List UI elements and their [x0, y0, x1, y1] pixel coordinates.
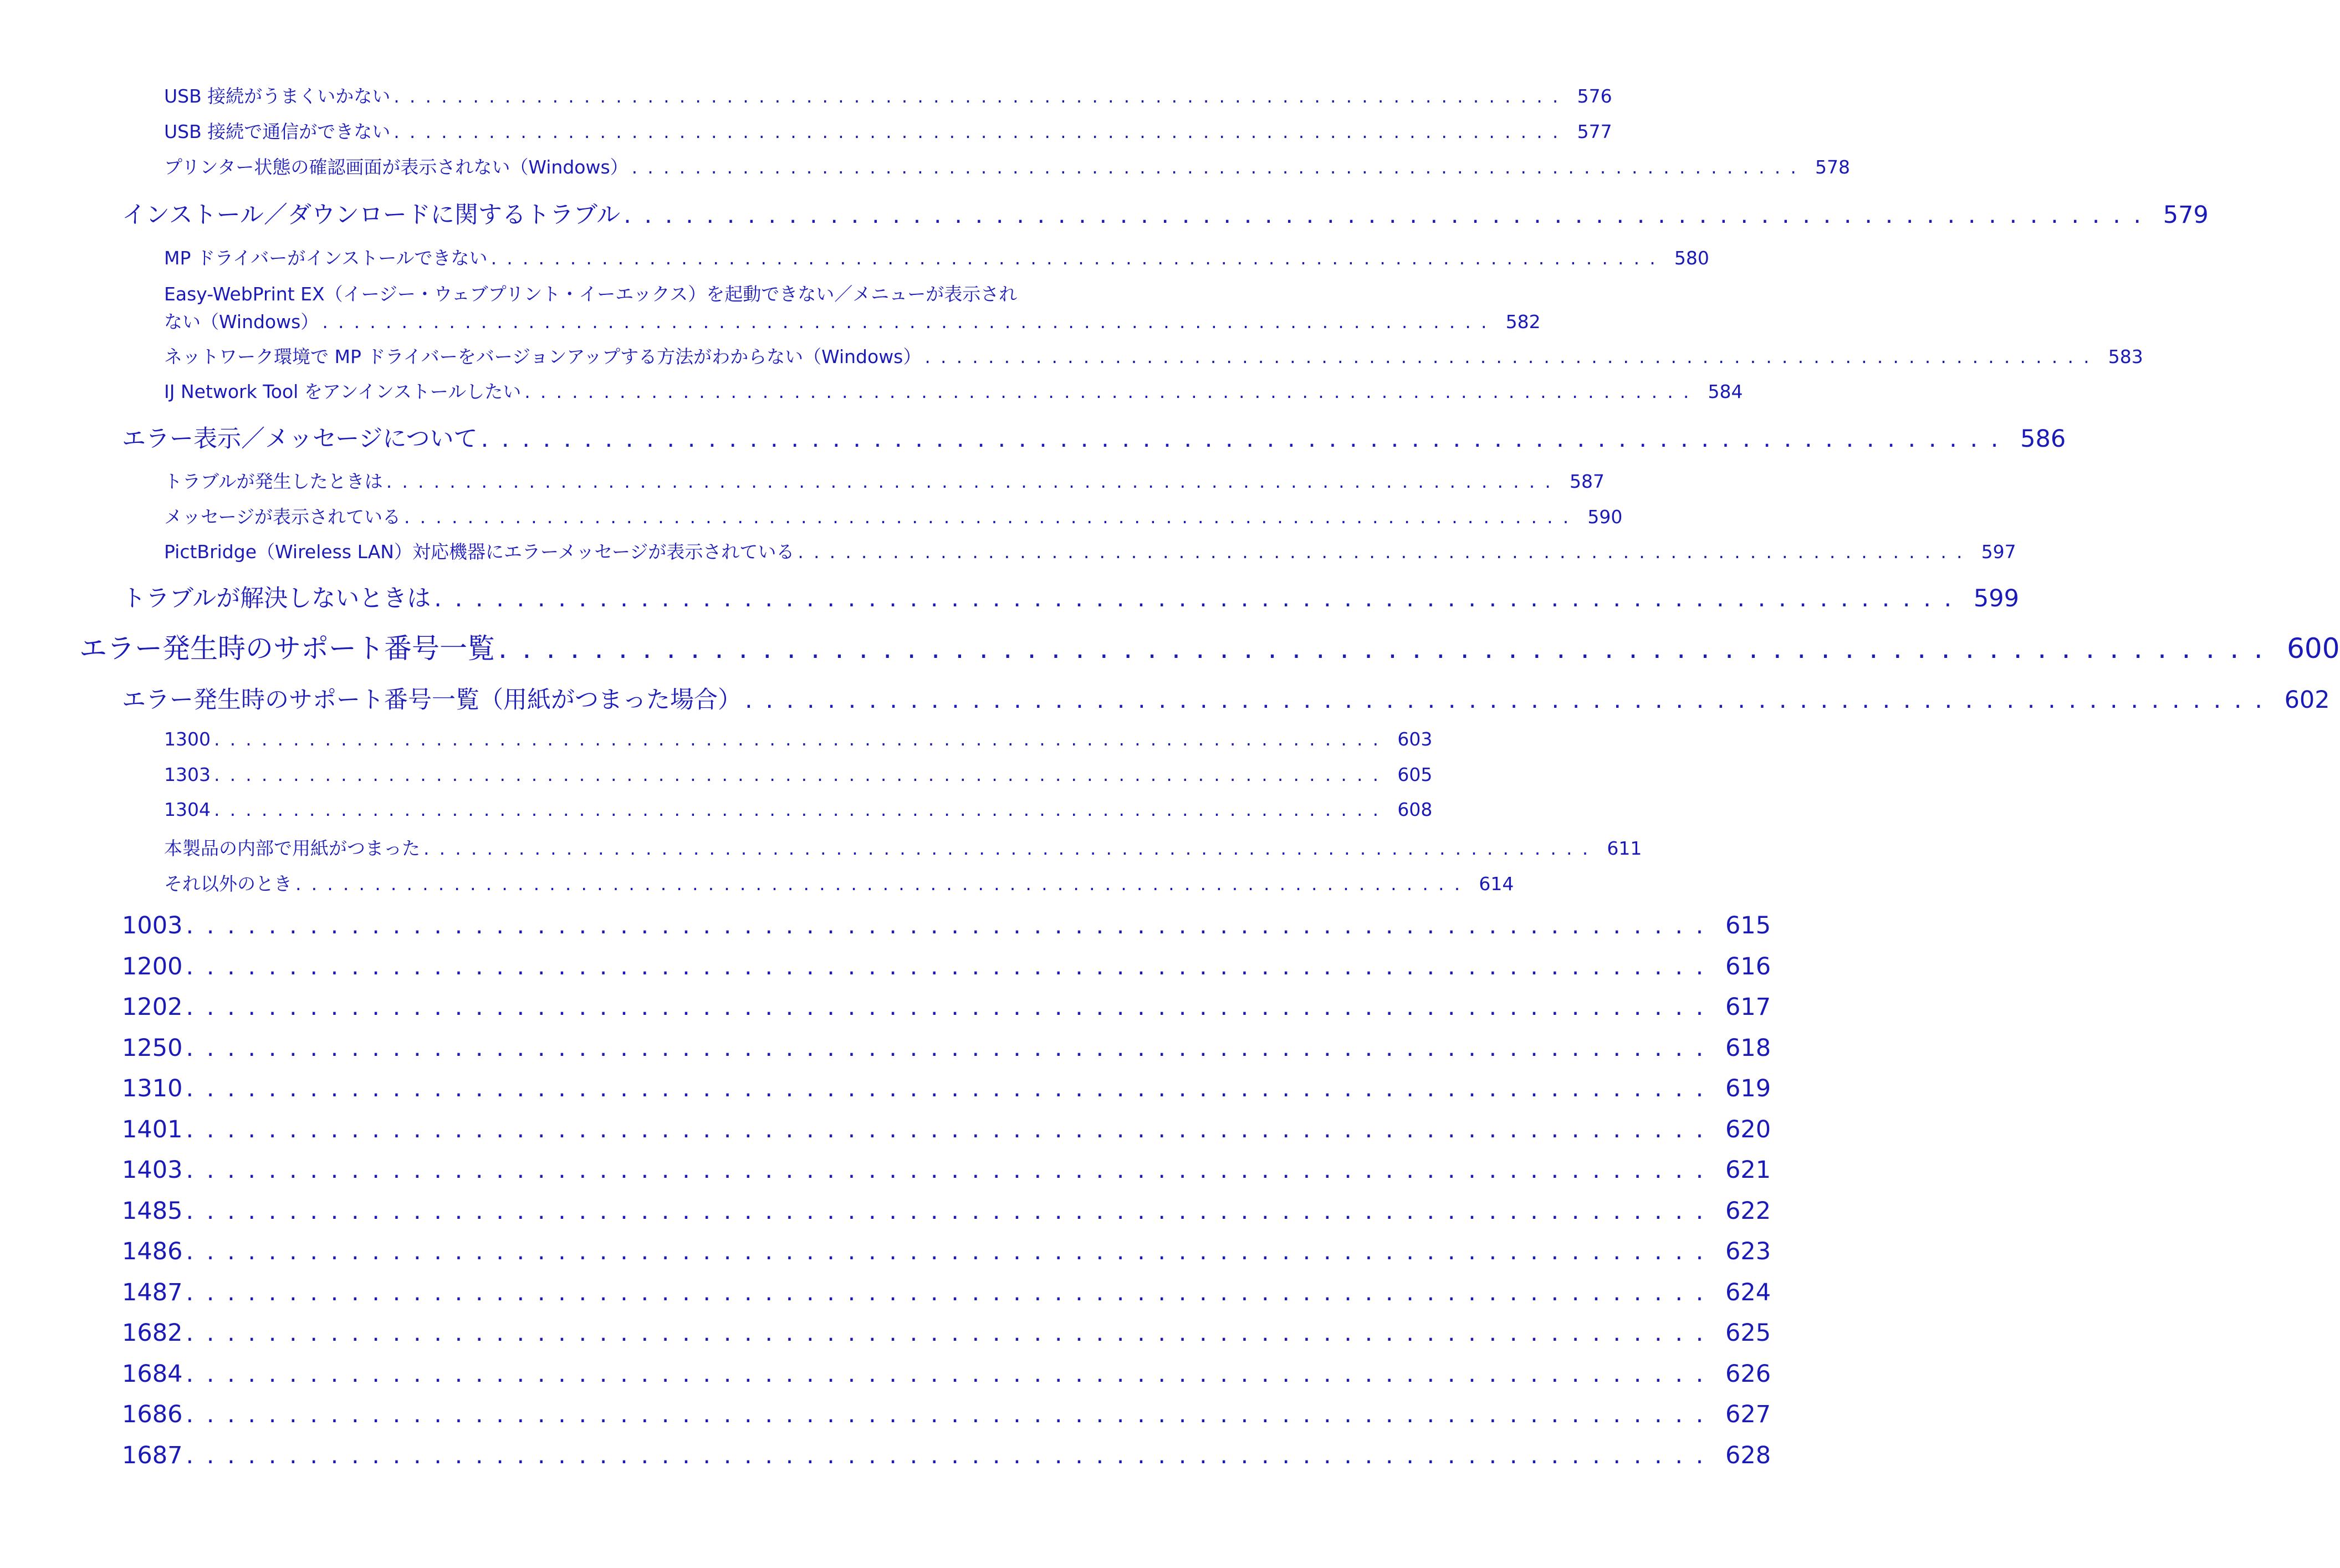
- dot-leader: ..........................................................................: [498, 632, 2278, 665]
- toc-entry-page: 602: [2284, 686, 2330, 714]
- toc-entry-page: 618: [1725, 1034, 1771, 1062]
- toc-entry-label: エラー表示／メッセージについて: [122, 425, 478, 453]
- toc-entry-page: 626: [1725, 1360, 1771, 1388]
- toc-entry-label: トラブルが解決しないときは: [122, 585, 431, 612]
- toc-entry-page: 614: [1479, 873, 1514, 895]
- toc-entry[interactable]: [164, 118, 1612, 144]
- toc-entry[interactable]: [164, 799, 1433, 820]
- toc-entry-page: 580: [1674, 247, 1709, 269]
- toc-entry[interactable]: [164, 834, 1642, 860]
- dot-leader: ..........................................................................: [624, 201, 2154, 229]
- dot-leader: ..........................................................................: [186, 993, 1717, 1021]
- toc-entry[interactable]: [122, 1360, 1771, 1388]
- toc-entry[interactable]: [164, 503, 1623, 529]
- dot-leader: ..........................................................................: [394, 121, 1568, 142]
- toc-entry-label: 1401: [122, 1116, 183, 1143]
- dot-leader: ..........................................................................: [386, 471, 1561, 492]
- toc-entry-label: MP ドライバーがインストールできない: [164, 247, 488, 269]
- toc-entry-page: 627: [1725, 1401, 1771, 1428]
- toc-entry-label: 1486: [122, 1238, 183, 1265]
- toc-entry-label: USB 接続がうまくいかない: [164, 85, 391, 107]
- dot-leader: ..........................................................................: [186, 912, 1717, 939]
- toc-entry[interactable]: [164, 308, 1541, 334]
- toc-entry-label: 1687: [122, 1442, 183, 1469]
- dot-leader: ..........................................................................: [481, 425, 2012, 453]
- toc-entry-label: トラブルが発生したときは: [164, 471, 383, 492]
- toc-entry-label: ない（Windows）: [164, 311, 319, 333]
- toc-entry-page: 616: [1725, 953, 1771, 980]
- toc-entry-page: 584: [1708, 381, 1743, 402]
- dot-leader: ..........................................................................: [745, 686, 2276, 714]
- toc-entry[interactable]: [122, 681, 2330, 715]
- toc-entry-label: 1200: [122, 953, 183, 980]
- toc-entry-page: 617: [1725, 993, 1771, 1021]
- dot-leader: ..........................................................................: [186, 953, 1717, 980]
- dot-leader: ..........................................................................: [434, 585, 1965, 612]
- dot-leader: ..........................................................................: [322, 311, 1497, 333]
- toc-entry-label: 1403: [122, 1156, 183, 1184]
- toc-entry-page: 605: [1397, 764, 1433, 785]
- toc-entry-page: 577: [1577, 121, 1612, 142]
- dot-leader: ..........................................................................: [631, 156, 1807, 178]
- toc-entry-page: 619: [1725, 1075, 1771, 1102]
- toc-entry-label: エラー発生時のサポート番号一覧: [79, 632, 495, 665]
- toc-entry-label: IJ Network Tool をアンインストールしたい: [164, 381, 522, 402]
- toc-entry-page: 624: [1725, 1279, 1771, 1306]
- toc-entry-label: 1487: [122, 1279, 183, 1306]
- toc-entry-page: 603: [1397, 728, 1433, 750]
- toc-entry-label: 1485: [122, 1197, 183, 1225]
- toc-entry-label: 1304: [164, 799, 211, 820]
- dot-leader: ..........................................................................: [186, 1238, 1717, 1265]
- dot-leader: ..........................................................................: [213, 799, 1389, 820]
- toc-entry[interactable]: [122, 993, 1771, 1021]
- toc-entry-page: 583: [2108, 346, 2143, 367]
- dot-leader: ..........................................................................: [186, 1279, 1717, 1306]
- dot-leader: ..........................................................................: [186, 1319, 1717, 1347]
- toc-entry[interactable]: [164, 244, 1709, 270]
- dot-leader: ..........................................................................: [295, 873, 1470, 895]
- dot-leader: ..........................................................................: [491, 247, 1665, 269]
- toc-entry[interactable]: [122, 1075, 1771, 1102]
- toc-entry-label: 1684: [122, 1360, 183, 1388]
- toc-entry-page: 622: [1725, 1197, 1771, 1225]
- toc-entry-page: 621: [1725, 1156, 1771, 1184]
- toc-entry[interactable]: [122, 1401, 1771, 1428]
- toc-entry[interactable]: [122, 1034, 1771, 1062]
- dot-leader: ..........................................................................: [186, 1197, 1717, 1225]
- toc-entry[interactable]: [164, 764, 1433, 785]
- toc-entry[interactable]: [122, 420, 2066, 454]
- toc-entry-page: 586: [2020, 425, 2066, 453]
- toc-entry-page: 625: [1725, 1319, 1771, 1347]
- dot-leader: ..........................................................................: [394, 85, 1568, 107]
- toc-entry-page: 600: [2287, 632, 2340, 665]
- toc-entry-label: 1310: [122, 1075, 183, 1102]
- toc-entry-label: 1682: [122, 1319, 183, 1347]
- toc-entry-page: 628: [1725, 1442, 1771, 1469]
- dot-leader: ..........................................................................: [186, 1401, 1717, 1428]
- toc-entry[interactable]: [122, 953, 1771, 980]
- toc-entry-page: 578: [1815, 156, 1851, 178]
- toc-entry-label-line1: Easy-WebPrint EX（イージー・ウェブプリント・イーエックス）を起動できない／メニューが表示され: [164, 283, 1018, 305]
- toc-entry[interactable]: [164, 538, 2016, 564]
- toc-entry[interactable]: [164, 343, 2143, 369]
- toc-entry-label: メッセージが表示されている: [164, 506, 401, 528]
- toc-entry[interactable]: [122, 1238, 1771, 1265]
- dot-leader: ..........................................................................: [423, 837, 1598, 859]
- toc-entry-page: 611: [1607, 837, 1642, 859]
- toc-entry-page: 590: [1587, 506, 1623, 528]
- toc-entry[interactable]: [164, 82, 1612, 108]
- toc-entry[interactable]: [122, 1319, 1771, 1347]
- toc-entry[interactable]: [164, 870, 1514, 896]
- toc-entry-label: 1300: [164, 728, 211, 750]
- toc-entry[interactable]: [164, 467, 1605, 493]
- toc-entry[interactable]: [122, 1197, 1771, 1225]
- toc-entry-label: ネットワーク環境で MP ドライバーをバージョンアップする方法がわからない（Windows）: [164, 346, 922, 367]
- toc-entry-label: プリンター状態の確認画面が表示されない（Windows）: [164, 156, 629, 178]
- toc-entry-label: エラー発生時のサポート番号一覧（用紙がつまった場合）: [122, 686, 742, 714]
- dot-leader: ..........................................................................: [524, 381, 1699, 402]
- toc-entry[interactable]: [122, 1156, 1771, 1184]
- toc-entry[interactable]: [122, 912, 1771, 939]
- dot-leader: ..........................................................................: [186, 1034, 1717, 1062]
- toc-entry[interactable]: [122, 1279, 1771, 1306]
- toc-entry-page: 579: [2163, 201, 2209, 229]
- toc-entry-label: 1250: [122, 1034, 183, 1062]
- toc-entry-label: 1202: [122, 993, 183, 1021]
- toc-entry[interactable]: [122, 1116, 1771, 1143]
- toc-entry-page: 615: [1725, 912, 1771, 939]
- toc-entry-multiline[interactable]: [164, 280, 1038, 306]
- toc-entry[interactable]: [164, 728, 1433, 750]
- toc-entry-page: 620: [1725, 1116, 1771, 1143]
- toc-entry-page: 587: [1570, 471, 1605, 492]
- toc-entry-label: インストール／ダウンロードに関するトラブル: [122, 201, 621, 229]
- toc-entry-label: 1003: [122, 912, 183, 939]
- dot-leader: ..........................................................................: [924, 346, 2099, 367]
- dot-leader: ..........................................................................: [404, 506, 1579, 528]
- toc-entry-page: 623: [1725, 1238, 1771, 1265]
- toc-entry-label: USB 接続で通信ができない: [164, 121, 391, 142]
- toc-entry-page: 608: [1397, 799, 1433, 820]
- toc-entry[interactable]: [164, 377, 1743, 404]
- toc-entry-page: 599: [1973, 585, 2019, 612]
- toc-entry-label: 本製品の内部で用紙がつまった: [164, 837, 420, 859]
- toc-entry[interactable]: [122, 196, 2209, 230]
- dot-leader: ..........................................................................: [186, 1075, 1717, 1102]
- toc-entry[interactable]: [122, 1442, 1771, 1469]
- dot-leader: ..........................................................................: [186, 1116, 1717, 1143]
- toc-entry-label: 1303: [164, 764, 211, 785]
- toc-entry[interactable]: [164, 153, 1851, 179]
- toc-entry[interactable]: [122, 580, 2019, 614]
- dot-leader: ..........................................................................: [186, 1442, 1717, 1469]
- toc-entry-label: それ以外のとき: [164, 873, 292, 895]
- toc-entry-label: 1686: [122, 1401, 183, 1428]
- toc-entry-label: PictBridge（Wireless LAN）対応機器にエラーメッセージが表示されている: [164, 541, 795, 563]
- dot-leader: ..........................................................................: [186, 1156, 1717, 1184]
- toc-entry-page: 597: [1981, 541, 2016, 563]
- toc-entry[interactable]: [79, 626, 2340, 666]
- dot-leader: ..........................................................................: [186, 1360, 1717, 1388]
- dot-leader: ..........................................................................: [798, 541, 1973, 563]
- toc-entry-page: 582: [1505, 311, 1541, 333]
- toc-entry-page: 576: [1577, 85, 1612, 107]
- dot-leader: ..........................................................................: [213, 728, 1389, 750]
- dot-leader: ..........................................................................: [213, 764, 1389, 785]
